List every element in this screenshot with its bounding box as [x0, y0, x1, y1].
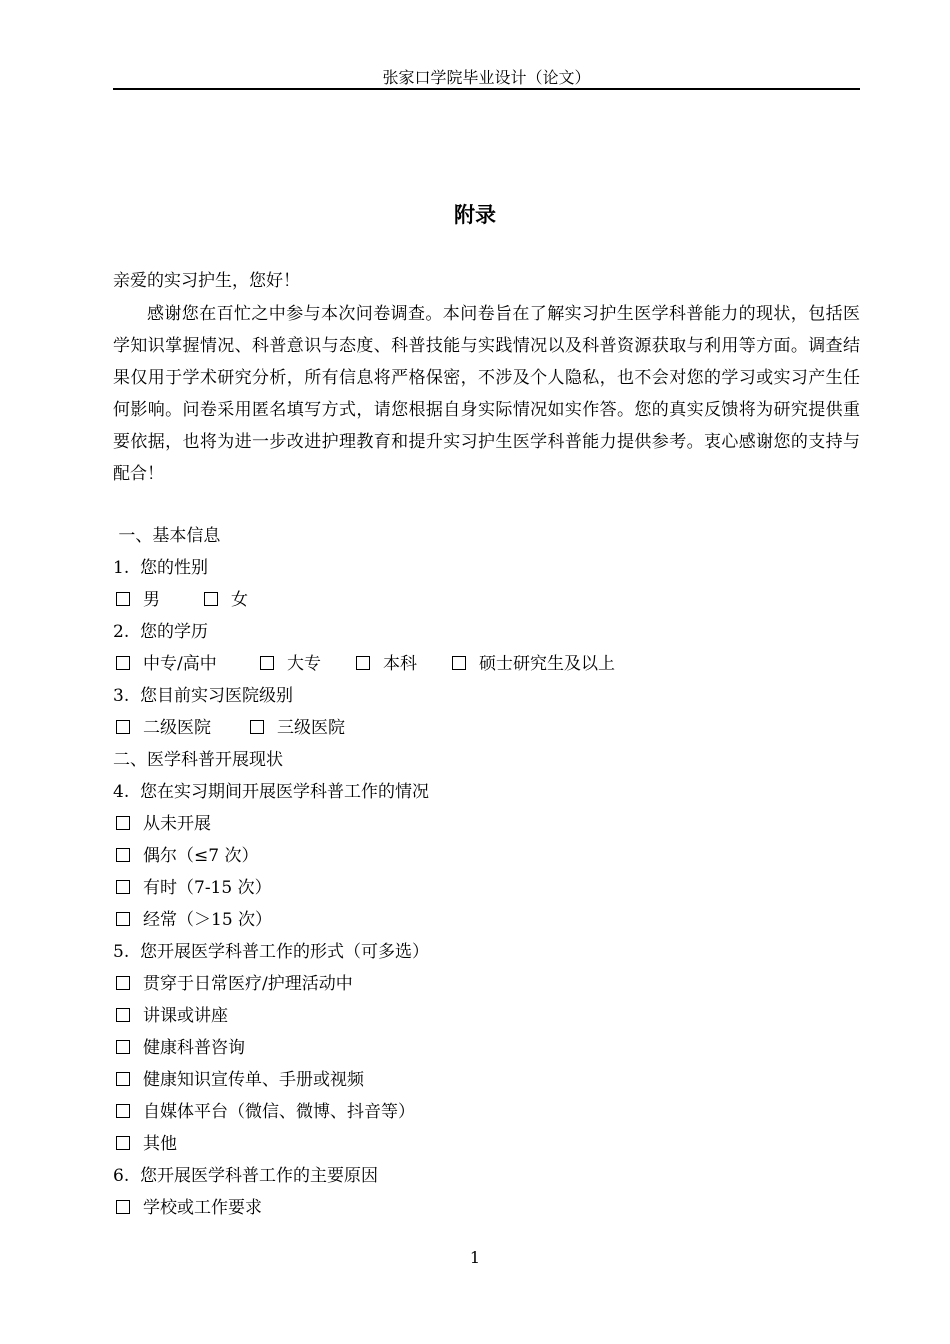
option-label: 二级医院: [143, 718, 211, 738]
option-label: 女: [231, 590, 248, 610]
option-label: 大专: [287, 654, 321, 674]
checkbox[interactable]: [250, 720, 264, 734]
section-heading-status: 二、医学科普开展现状: [113, 750, 283, 770]
intro-paragraph: 感谢您在百忙之中参与本次问卷调查。本问卷旨在了解实习护生医学科普能力的现状，包括医学知识掌握情况、科普意识与态度、科普技能与实践情况以及科普资源获取与利用等方面。调查结果仅用于学术研究分析，所有信息将严格保密，不涉及个人隐私，也不会对您的学习或实习产生任何影响。问卷采用匿名填写方式，请您根据自身实际情况如实作答。您的真实反馈将为研究提供重要依据，也将为进一步改进护理教育和提升实习护生医学科普能力提供参考。衷心感谢您的支持与配合！: [113, 304, 860, 484]
question-3-options: [113, 712, 860, 744]
option-label: 男: [143, 590, 160, 610]
checkbox[interactable]: [116, 720, 130, 734]
option-label: 贯穿于日常医疗/护理活动中: [143, 974, 353, 994]
option-label: 讲课或讲座: [143, 1006, 228, 1026]
option-leaflets[interactable]: [113, 1064, 860, 1096]
checkbox[interactable]: [452, 656, 466, 670]
checkbox[interactable]: [116, 1008, 130, 1022]
greeting: 亲爱的实习护生，您好！: [113, 271, 300, 291]
option-consultation[interactable]: [113, 1032, 860, 1064]
question-1-options: [113, 584, 860, 616]
option-lecture[interactable]: [113, 1000, 860, 1032]
option-occasionally[interactable]: [113, 840, 860, 872]
option-label: 其他: [143, 1134, 177, 1154]
checkbox[interactable]: [116, 848, 130, 862]
option-label: 从未开展: [143, 814, 211, 834]
option-often[interactable]: [113, 904, 860, 936]
appendix-title: 附录: [454, 203, 496, 227]
question-2-label: 2. 您的学历: [113, 622, 209, 642]
option-secondary-school[interactable]: [113, 648, 257, 680]
option-sometimes[interactable]: [113, 872, 860, 904]
checkbox[interactable]: [116, 1136, 130, 1150]
option-label: 学校或工作要求: [143, 1198, 262, 1218]
checkbox[interactable]: [116, 656, 130, 670]
option-label: 本科: [383, 654, 417, 674]
section-heading-basic-info: 一、基本信息: [113, 526, 221, 546]
option-label: 经常（＞15 次）: [143, 910, 273, 930]
option-label: 硕士研究生及以上: [479, 654, 615, 674]
option-label: 中专/高中: [143, 654, 217, 674]
option-label: 健康知识宣传单、手册或视频: [143, 1070, 364, 1090]
option-bachelor[interactable]: [353, 648, 449, 680]
question-5-label: 5. 您开展医学科普工作的形式（可多选）: [113, 942, 430, 962]
header-rule: [113, 88, 860, 90]
option-label: 偶尔（≤7 次）: [143, 846, 259, 866]
option-daily-care[interactable]: [113, 968, 860, 1000]
option-never[interactable]: [113, 808, 860, 840]
question-2-options: [113, 648, 860, 680]
question-1-label: 1. 您的性别: [113, 558, 209, 578]
questionnaire: [113, 520, 860, 1224]
option-social-media[interactable]: [113, 1096, 860, 1128]
option-label: 三级医院: [277, 718, 345, 738]
option-requirement[interactable]: [113, 1192, 860, 1224]
page-number: 1: [469, 1248, 481, 1267]
checkbox[interactable]: [204, 592, 218, 606]
option-tertiary-hospital[interactable]: [247, 712, 345, 744]
option-other[interactable]: [113, 1128, 860, 1160]
checkbox[interactable]: [116, 1072, 130, 1086]
option-label: 有时（7-15 次）: [143, 878, 272, 898]
question-3-label: 3. 您目前实习医院级别: [113, 686, 294, 706]
checkbox[interactable]: [116, 880, 130, 894]
checkbox[interactable]: [116, 1200, 130, 1214]
checkbox[interactable]: [116, 592, 130, 606]
option-label: 健康科普咨询: [143, 1038, 245, 1058]
option-female[interactable]: [201, 584, 248, 616]
page-header: 张家口学院毕业设计（论文）: [382, 68, 591, 87]
checkbox[interactable]: [116, 912, 130, 926]
option-label: 自媒体平台（微信、微博、抖音等）: [143, 1102, 415, 1122]
checkbox[interactable]: [116, 816, 130, 830]
option-master-above[interactable]: [449, 648, 615, 680]
checkbox[interactable]: [116, 1040, 130, 1054]
checkbox[interactable]: [116, 976, 130, 990]
option-male[interactable]: [113, 584, 201, 616]
option-junior-college[interactable]: [257, 648, 353, 680]
option-secondary-hospital[interactable]: [113, 712, 247, 744]
question-6-label: 6. 您开展医学科普工作的主要原因: [113, 1166, 379, 1186]
checkbox[interactable]: [356, 656, 370, 670]
document-body: [113, 266, 860, 1224]
checkbox[interactable]: [260, 656, 274, 670]
checkbox[interactable]: [116, 1104, 130, 1118]
question-4-label: 4. 您在实习期间开展医学科普工作的情况: [113, 782, 430, 802]
